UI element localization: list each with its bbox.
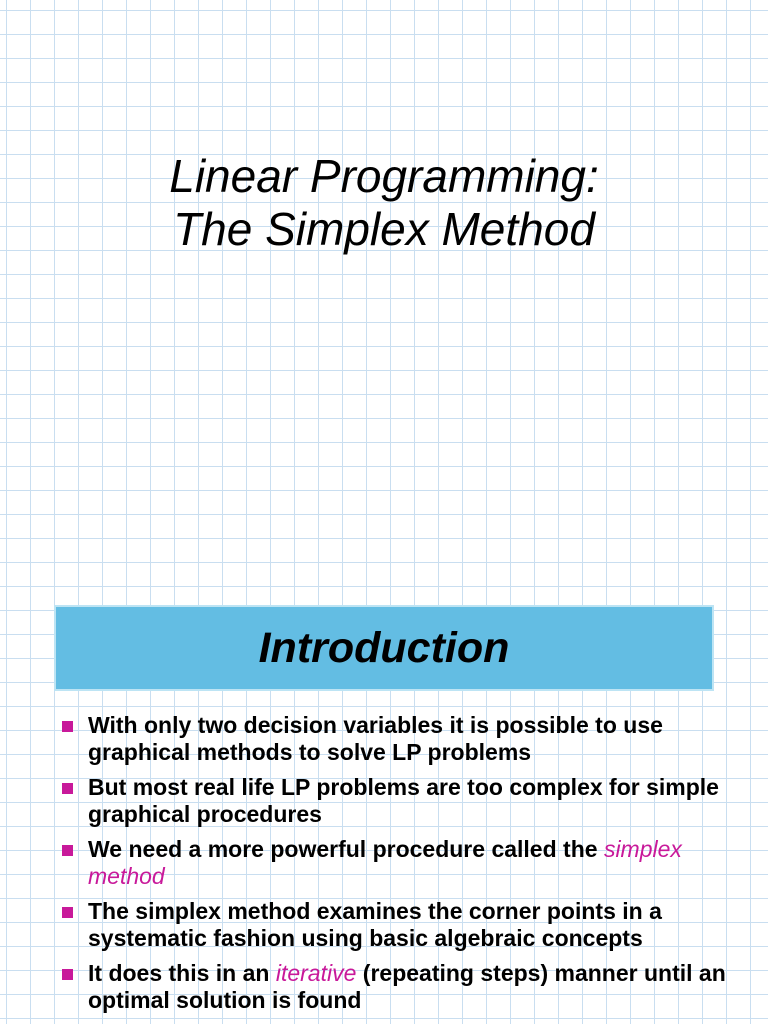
bullet-text: But most real life LP problems are too complex for simple graphical procedures: [88, 774, 719, 827]
bullet-list: [60, 712, 740, 1022]
square-bullet-icon: [62, 907, 73, 918]
highlight-term: simplex method: [88, 836, 682, 889]
bullet-item: [60, 898, 740, 952]
title-line-2: The Simplex Method: [173, 203, 595, 255]
bullet-text: It does this in an: [88, 960, 276, 986]
bullet-item: [60, 712, 740, 766]
bullet-text: We need a more powerful procedure called the: [88, 836, 604, 862]
title-line-1: Linear Programming:: [169, 150, 599, 202]
bullet-text: With only two decision variables it is possible to use graphical methods to solve LP problems: [88, 712, 663, 765]
highlight-term: iterative: [275, 960, 357, 986]
bullet-item: [60, 836, 740, 890]
section-header-bar: [54, 605, 714, 691]
square-bullet-icon: [62, 783, 73, 794]
bullet-item: [60, 774, 740, 828]
square-bullet-icon: [62, 969, 73, 980]
slide-title: [0, 150, 768, 256]
bullet-text-tail: (repeating steps) manner until an optimal solution is found: [88, 960, 726, 1013]
square-bullet-icon: [62, 845, 73, 856]
section-heading: Introduction: [258, 623, 510, 672]
square-bullet-icon: [62, 721, 73, 732]
bullet-text: The simplex method examines the corner points in a systematic fashion using basic algebraic concepts: [88, 898, 662, 951]
bullet-item: [60, 960, 740, 1014]
